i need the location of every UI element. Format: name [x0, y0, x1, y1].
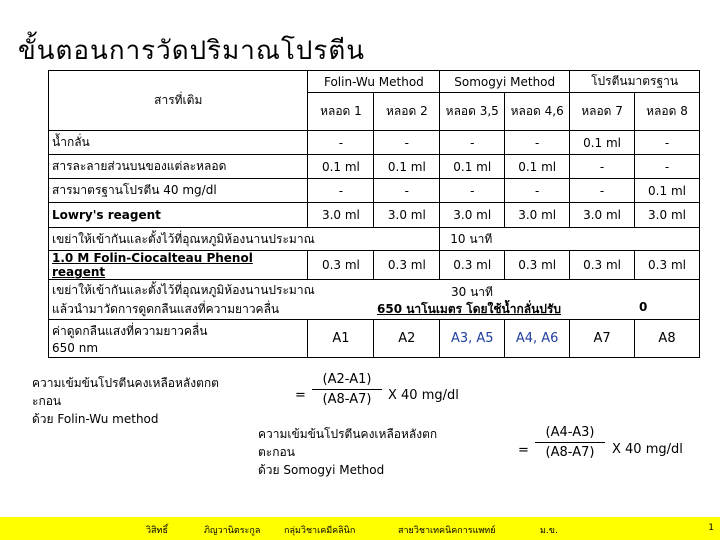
- cell: -: [505, 131, 570, 155]
- cell: 0.3 ml: [635, 251, 700, 280]
- cell: 3.0 ml: [635, 203, 700, 228]
- cell: -: [374, 179, 440, 203]
- row-label: สารมาตรฐานโปรตีน 40 mg/dl: [49, 179, 308, 203]
- cell: 0.1 ml: [570, 131, 635, 155]
- table-row: [49, 251, 700, 280]
- formula1-label: [32, 374, 219, 428]
- mix-step-row: [49, 228, 700, 251]
- formula1-label-line2: ะกอน: [32, 394, 62, 408]
- table-row: [49, 155, 700, 179]
- absorbance-row: [49, 320, 700, 358]
- tube-header: หลอด 2: [374, 93, 440, 131]
- cell: -: [308, 179, 374, 203]
- cell: 0.1 ml: [440, 155, 505, 179]
- tube-header: หลอด 3,5: [440, 93, 505, 131]
- measure-step-wavelength: 650 นาโนเมตร โดยใช้น้ำกลั่นปรับ: [377, 302, 561, 316]
- tube-header: หลอด 1: [308, 93, 374, 131]
- cell: 3.0 ml: [308, 203, 374, 228]
- measure-step-row: [49, 280, 700, 320]
- footer-author-firstname: วิสิทธิ์: [146, 526, 168, 536]
- fraction-bar: [535, 442, 605, 443]
- formula1-multiplier: X 40 mg/dl: [388, 388, 459, 403]
- formula2-label-line2: ตะกอน: [258, 445, 295, 459]
- cell: 0.1 ml: [308, 155, 374, 179]
- corner-header: สารที่เติม: [49, 71, 308, 131]
- formula1-numerator: (A2-A1): [322, 372, 372, 387]
- tube-header: หลอด 7: [570, 93, 635, 131]
- table-row: [49, 131, 700, 155]
- footer-author-lastname: ภิญวานิตระกูล: [204, 526, 261, 536]
- cell: 0.3 ml: [570, 251, 635, 280]
- absorbance-value: A3, A5: [440, 320, 505, 358]
- absorbance-value: A4, A6: [505, 320, 570, 358]
- formula2-denominator: (A8-A7): [545, 445, 595, 460]
- group-header-somogyi: Somogyi Method: [440, 71, 570, 93]
- formula2-label: [258, 425, 437, 479]
- formula1-denominator: (A8-A7): [322, 392, 372, 407]
- measure-step-time: 30 นาที: [451, 285, 493, 299]
- absorbance-value: A8: [635, 320, 700, 358]
- cell: 0.3 ml: [374, 251, 440, 280]
- cell: 0.1 ml: [635, 179, 700, 203]
- mix-step-time: 10 นาที: [440, 228, 700, 251]
- footer-department: กลุ่มวิชาเคมีคลินิก: [284, 526, 356, 536]
- cell: -: [635, 155, 700, 179]
- formula2-multiplier: X 40 mg/dl: [612, 442, 683, 457]
- footer-division: สายวิชาเทคนิคการแพทย์: [398, 526, 496, 536]
- footer-university: ม.ข.: [540, 526, 558, 536]
- cell: 3.0 ml: [505, 203, 570, 228]
- formula2-numerator: (A4-A3): [545, 425, 595, 440]
- page-title: ขั้นตอนการวัดปริมาณโปรตีน: [18, 36, 366, 66]
- cell: 3.0 ml: [374, 203, 440, 228]
- cell: -: [440, 179, 505, 203]
- formula2-label-line1: ความเข้มข้นโปรตีนคงเหลือหลังตก: [258, 427, 438, 441]
- cell: 0.3 ml: [440, 251, 505, 280]
- table-row: [49, 203, 700, 228]
- cell: 0.1 ml: [505, 155, 570, 179]
- absorbance-value: A1: [308, 320, 374, 358]
- footer-page-number: 1: [708, 523, 714, 533]
- measure-step-zero: 0: [639, 300, 648, 314]
- absorbance-label: [49, 320, 308, 358]
- formula2-fraction: [535, 425, 605, 460]
- cell: -: [570, 179, 635, 203]
- cell: 3.0 ml: [570, 203, 635, 228]
- protocol-table: [48, 70, 700, 358]
- cell: 0.3 ml: [505, 251, 570, 280]
- row-label: [49, 251, 308, 280]
- cell: 0.1 ml: [374, 155, 440, 179]
- cell: 3.0 ml: [440, 203, 505, 228]
- folin-reagent-label: 1.0 M Folin-Ciocalteau Phenol reagent: [52, 251, 253, 279]
- formula1-fraction: [312, 372, 382, 407]
- absorbance-value: A2: [374, 320, 440, 358]
- formula2-equals: =: [518, 443, 529, 458]
- cell: -: [505, 179, 570, 203]
- measure-step-line2: แล้วนำมาวัดการดูดกลืนแสงที่ความยาวคลื่น: [52, 301, 280, 316]
- cell: -: [635, 131, 700, 155]
- tube-header: หลอด 4,6: [505, 93, 570, 131]
- formula1-label-line3: ด้วย Folin-Wu method: [32, 412, 159, 426]
- group-header-folin: Folin-Wu Method: [308, 71, 440, 93]
- footer-bar: [0, 517, 720, 540]
- cell: -: [440, 131, 505, 155]
- fraction-bar: [312, 389, 382, 390]
- tube-header: หลอด 8: [635, 93, 700, 131]
- formula1-equals: =: [295, 388, 306, 403]
- table-row: [49, 179, 700, 203]
- cell: -: [374, 131, 440, 155]
- row-label: Lowry's reagent: [49, 203, 308, 228]
- measure-step-cell: [49, 280, 700, 320]
- cell: 0.3 ml: [308, 251, 374, 280]
- cell: -: [308, 131, 374, 155]
- mix-step-label: เขย่าให้เข้ากันและตั้งไว้ที่อุณหภูมิห้องนานประมาณ: [49, 228, 440, 251]
- formula2-label-line3: ด้วย Somogyi Method: [258, 463, 385, 477]
- row-label: สารละลายส่วนบนของแต่ละหลอด: [49, 155, 308, 179]
- measure-step-line1: เขย่าให้เข้ากันและตั้งไว้ที่อุณหภูมิห้องนานประมาณ: [52, 282, 315, 297]
- absorbance-label-line1: ค่าดูดกลืนแสงที่ความยาวคลื่น: [52, 324, 208, 338]
- cell: -: [570, 155, 635, 179]
- row-label: น้ำกลั่น: [49, 131, 308, 155]
- absorbance-label-line2: 650 nm: [52, 341, 99, 355]
- absorbance-value: A7: [570, 320, 635, 358]
- group-header-standard: โปรตีนมาตรฐาน: [570, 71, 700, 93]
- formula1-label-line1: ความเข้มข้นโปรตีนคงเหลือหลังตกต: [32, 376, 219, 390]
